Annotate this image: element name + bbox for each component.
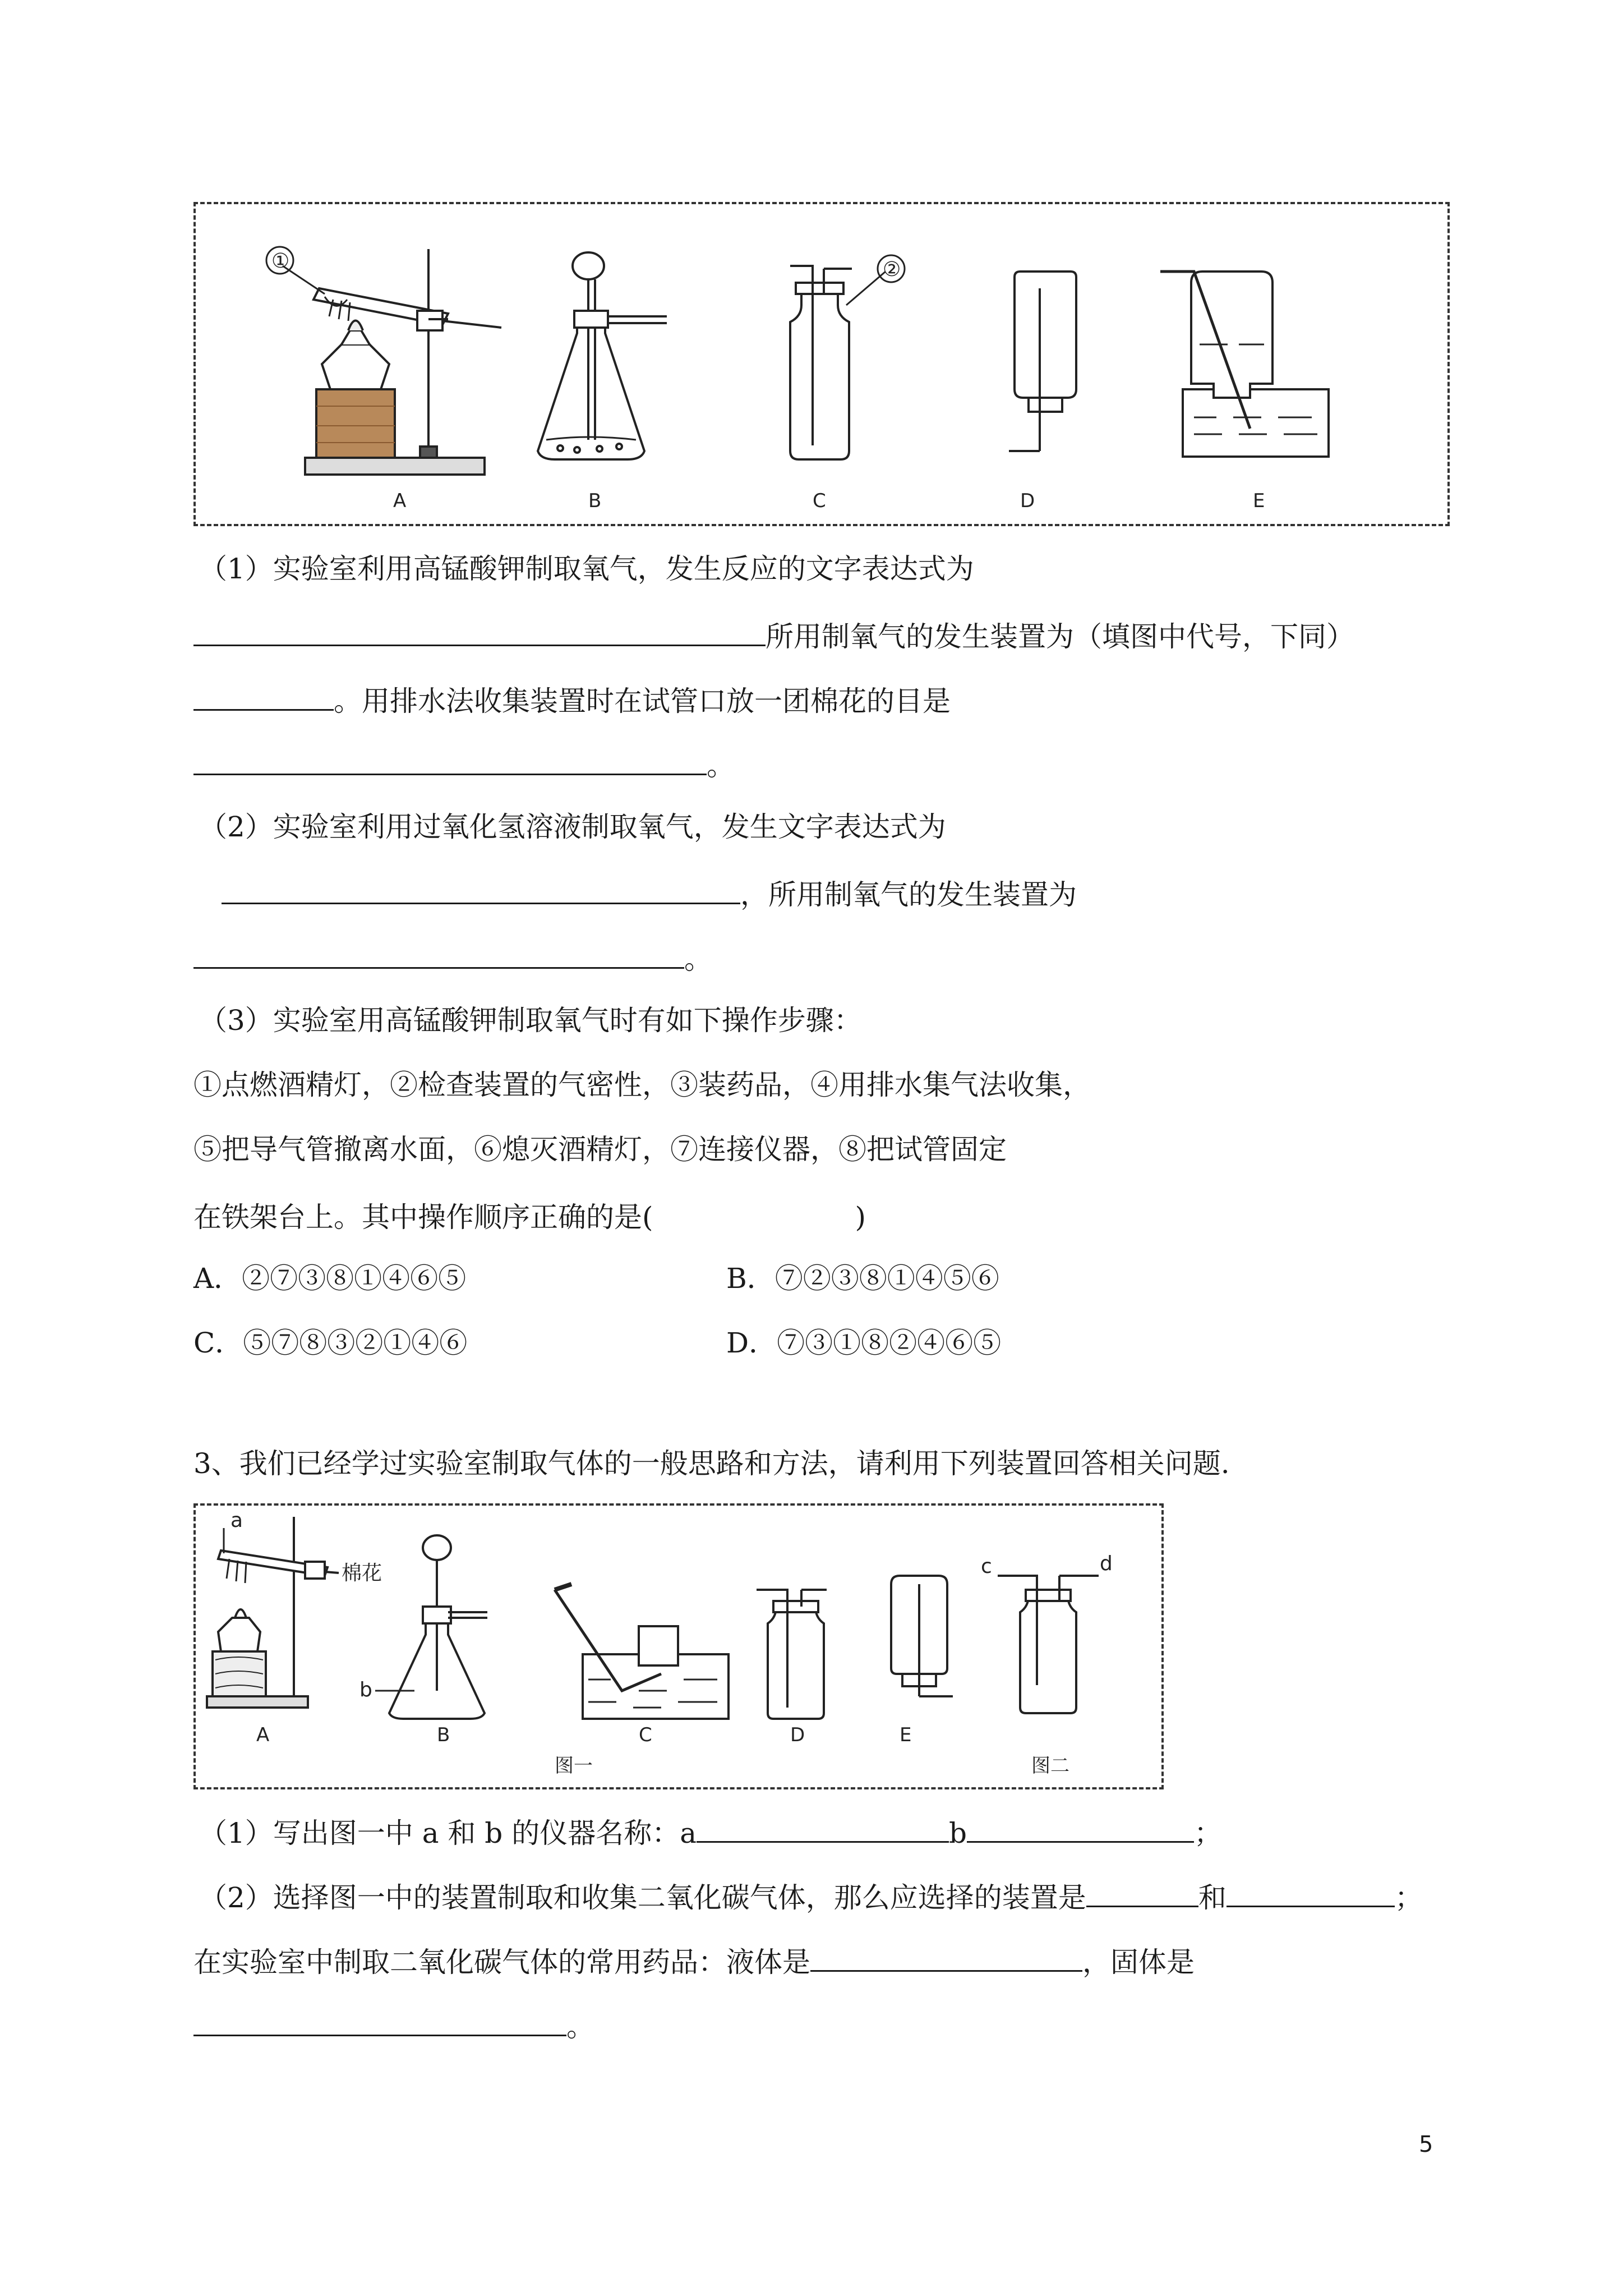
option-c[interactable]: C．⑤⑦⑧③②①④⑥ [193,1327,468,1359]
q2-p1-line1: （1）实验室利用高锰酸钾制取氧气，发生反应的文字表达式为 [199,553,974,585]
answer-blank-device-collection[interactable] [1227,1876,1395,1907]
q2-p3-line3: ⑤把导气管撤离水面，⑥熄灭酒精灯，⑦连接仪器，⑧把试管固定 [193,1133,1007,1166]
q3-p3: 在实验室中制取二氧化碳气体的常用药品：液体是 ，固体是 [193,1941,1195,1980]
apparatus-e [1160,272,1329,457]
fig2-caption-2: 图二 [1031,1755,1069,1777]
figure-1-apparatus [196,204,1447,524]
answer-blank-a[interactable] [697,1812,949,1843]
q2-p3-line4: 在铁架台上。其中操作顺序正确的是( ) [193,1196,866,1235]
q3-p1: （1）写出图一中 a 和 b 的仪器名称：a b ； [199,1812,1222,1851]
answer-blank-device-2[interactable] [193,938,684,969]
figure-2-box [193,1503,1164,1789]
option-d[interactable]: D．⑦③①⑧②④⑥⑤ [726,1327,1002,1359]
fig2-label-d-bottom: D [790,1724,805,1746]
answer-blank-purpose[interactable] [193,744,707,775]
q2-p1-line2: 所用制氧气的发生装置为（填图中代号，下同） [193,615,1354,655]
fig2-apparatus-e [891,1576,953,1696]
q2-p1-line4: 。 [193,744,735,784]
figure1-label-a: A [393,490,407,512]
option-a[interactable]: A．②⑦③⑧①④⑥⑤ [193,1262,467,1295]
q2-p2-line2: ，所用制氧气的发生装置为 [222,873,1077,913]
marker-1: ① [271,250,290,273]
marker-2: ② [883,258,901,281]
fig2-label-cotton: 棉花 [342,1562,382,1585]
apparatus-d [1009,272,1076,451]
figure-1-box [193,202,1450,526]
figure1-label-c: C [813,490,826,512]
fig2-apparatus-b [375,1535,487,1719]
fig2-apparatus-washing-bottle [998,1576,1099,1713]
q2-p3-line2: ①点燃酒精灯，②检查装置的气密性，③装药品，④用排水集气法收集， [193,1069,1091,1101]
fig2-label-e-bottom: E [900,1724,912,1746]
fig2-label-a-bottom: A [256,1724,270,1746]
page-number: 5 [1419,2132,1433,2157]
apparatus-b [538,252,667,459]
answer-blank-liquid[interactable] [810,1941,1082,1972]
q2-p1-line3: 。用排水法收集装置时在试管口放一团棉花的目是 [193,680,951,719]
answer-blank-b[interactable] [967,1812,1194,1843]
fig2-label-b: b [359,1678,372,1701]
q3-p2: （2）选择图一中的装置制取和收集二氧化碳气体，那么应选择的装置是 和 ； [199,1876,1423,1916]
fig2-label-b-bottom: B [437,1724,450,1746]
answer-blank-device-generation[interactable] [1086,1876,1198,1907]
q3-p4: 。 [193,2005,594,2045]
apparatus-c [790,266,886,459]
figure-2-apparatus [196,1506,1161,1787]
fig2-apparatus-a [207,1517,339,1708]
answer-blank-order[interactable] [653,1196,855,1227]
fig2-label-d: d [1100,1552,1113,1575]
figure1-label-b: B [588,490,602,512]
answer-blank-solid[interactable] [193,2005,566,2036]
figure1-label-d: D [1020,490,1035,512]
fig2-apparatus-c [555,1584,728,1719]
figure1-label-e: E [1253,490,1265,512]
q2-p2-line3: 。 [193,938,712,977]
answer-blank-equation-2[interactable] [222,873,740,904]
q3-intro: 3、我们已经学过实验室制取气体的一般思路和方法，请利用下列装置回答相关问题. [193,1447,1230,1480]
answer-blank-device-1[interactable] [193,680,334,711]
apparatus-a [283,249,501,475]
option-b[interactable]: B．⑦②③⑧①④⑤⑥ [726,1262,999,1295]
fig2-label-c-bottom: C [639,1724,652,1746]
q2-p2-line1: （2）实验室利用过氧化氢溶液制取氧气，发生文字表达式为 [199,811,946,843]
fig2-label-a: a [230,1509,243,1532]
fig2-apparatus-d [757,1590,827,1719]
fig2-label-c: c [981,1555,992,1578]
fig2-caption-1: 图一 [555,1755,593,1777]
q2-p3-line1: （3）实验室用高锰酸钾制取氧气时有如下操作步骤： [199,1004,862,1037]
answer-blank-equation-1[interactable] [193,615,766,646]
